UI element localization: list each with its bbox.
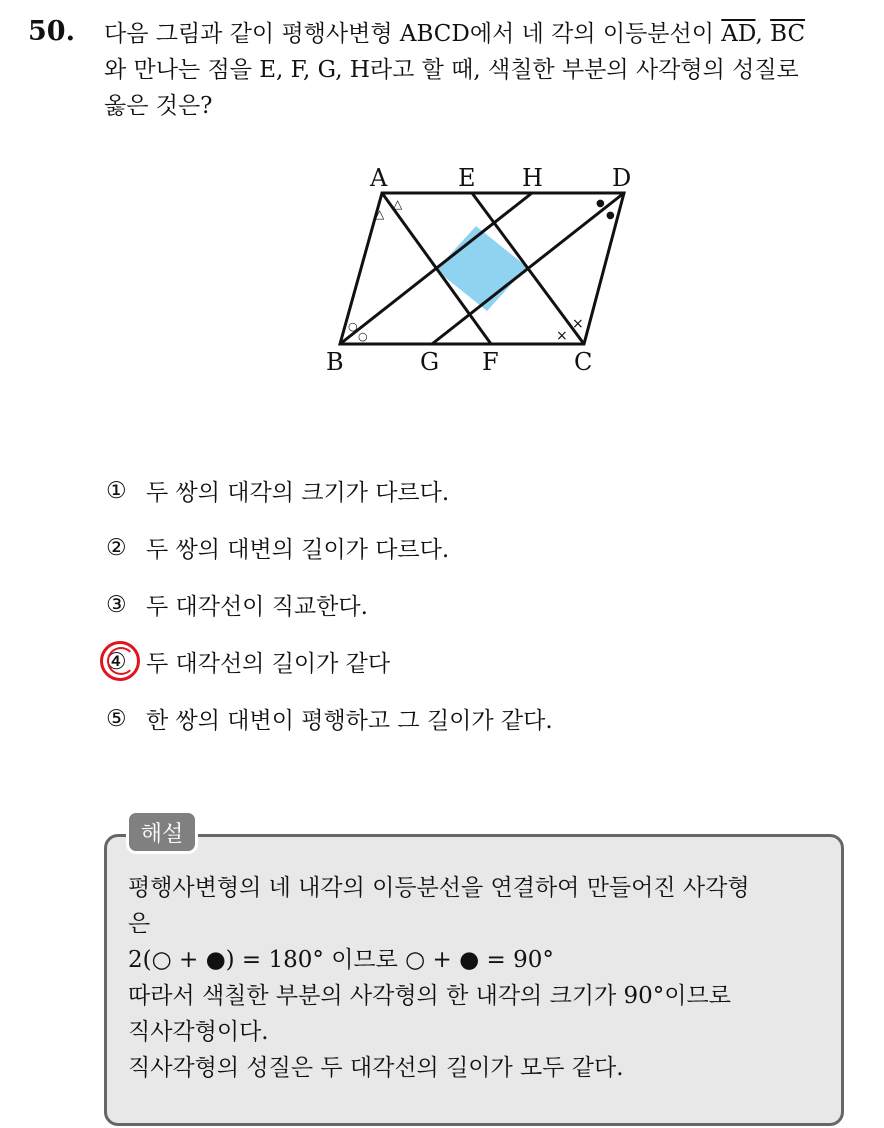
- choice-5-number: ⑤: [106, 705, 127, 732]
- angle-mark-d1: ●: [596, 198, 605, 209]
- solution-line-1: 평행사변형의 네 내각의 이등분선을 연결하여 만들어진 사각형: [128, 875, 750, 901]
- angle-mark-c1: ×: [556, 328, 568, 344]
- choice-5-text: 한 쌍의 대변이 평행하고 그 길이가 같다.: [146, 708, 553, 734]
- angle-mark-b2: ○: [358, 330, 368, 343]
- angle-mark-b1: ○: [348, 320, 358, 333]
- shaded-rectangle: [436, 226, 527, 311]
- question-line-2: 와 만나는 점을 E, F, G, H라고 할 때, 색칠한 부분의 사각형의 성질로: [104, 57, 799, 83]
- solution-text: [128, 870, 828, 1086]
- label-e: E: [458, 164, 476, 192]
- choice-list: [106, 462, 553, 747]
- question-number: 50.: [28, 16, 75, 47]
- label-f: F: [482, 348, 499, 376]
- choice-2[interactable]: [106, 519, 553, 576]
- choice-1-text: 두 쌍의 대각의 크기가 다르다.: [146, 480, 450, 506]
- angle-mark-d2: ●: [606, 210, 615, 221]
- choice-1[interactable]: [106, 462, 553, 519]
- choice-3-number: ③: [106, 591, 127, 618]
- angle-mark-a1: △: [375, 207, 385, 221]
- solution-line-4: 따라서 색칠한 부분의 사각형의 한 내각의 크기가 90°이므로: [128, 983, 731, 1009]
- question-line-3: 옳은 것은?: [104, 93, 213, 119]
- choice-3-text: 두 대각선이 직교한다.: [146, 594, 368, 620]
- label-d: D: [612, 164, 632, 192]
- solution-line-3: 2(○ + ●) = 180° 이므로 ○ + ● = 90°: [128, 947, 554, 973]
- choice-1-number: ①: [106, 477, 127, 504]
- choice-4-number: ④: [106, 648, 127, 675]
- label-b: B: [326, 348, 344, 376]
- question-text: [104, 16, 874, 124]
- parallelogram-figure: [300, 150, 660, 390]
- choice-4[interactable]: [106, 633, 553, 690]
- question-line-1: [104, 16, 874, 52]
- label-c: C: [574, 348, 593, 376]
- choice-2-number: ②: [106, 534, 127, 561]
- solution-line-5: 직사각형이다.: [128, 1019, 269, 1045]
- label-a: A: [370, 164, 388, 192]
- solution-line-2: 은: [128, 911, 151, 937]
- angle-mark-c2: ×: [572, 316, 584, 332]
- segment-separator: ,: [755, 21, 771, 47]
- choice-2-text: 두 쌍의 대변의 길이가 다르다.: [146, 537, 450, 563]
- choice-5[interactable]: [106, 690, 553, 747]
- angle-mark-a2: △: [393, 197, 403, 211]
- choice-3[interactable]: [106, 576, 553, 633]
- segment-bc: $\overline{BC}$: [770, 21, 806, 47]
- label-g: G: [420, 348, 440, 376]
- solution-tag: 해설: [126, 810, 198, 854]
- solution-line-6: 직사각형의 성질은 두 대각선의 길이가 모두 같다.: [128, 1055, 624, 1081]
- label-h: H: [522, 164, 543, 192]
- choice-4-text: 두 대각선의 길이가 같다: [146, 651, 391, 677]
- answer-circle-mark: [100, 641, 140, 681]
- segment-ad: $\overline{AD}$: [721, 21, 756, 47]
- question-line-1-prefix: 다음 그림과 같이 평행사변형 ABCD에서 네 각의 이등분선이: [104, 21, 722, 47]
